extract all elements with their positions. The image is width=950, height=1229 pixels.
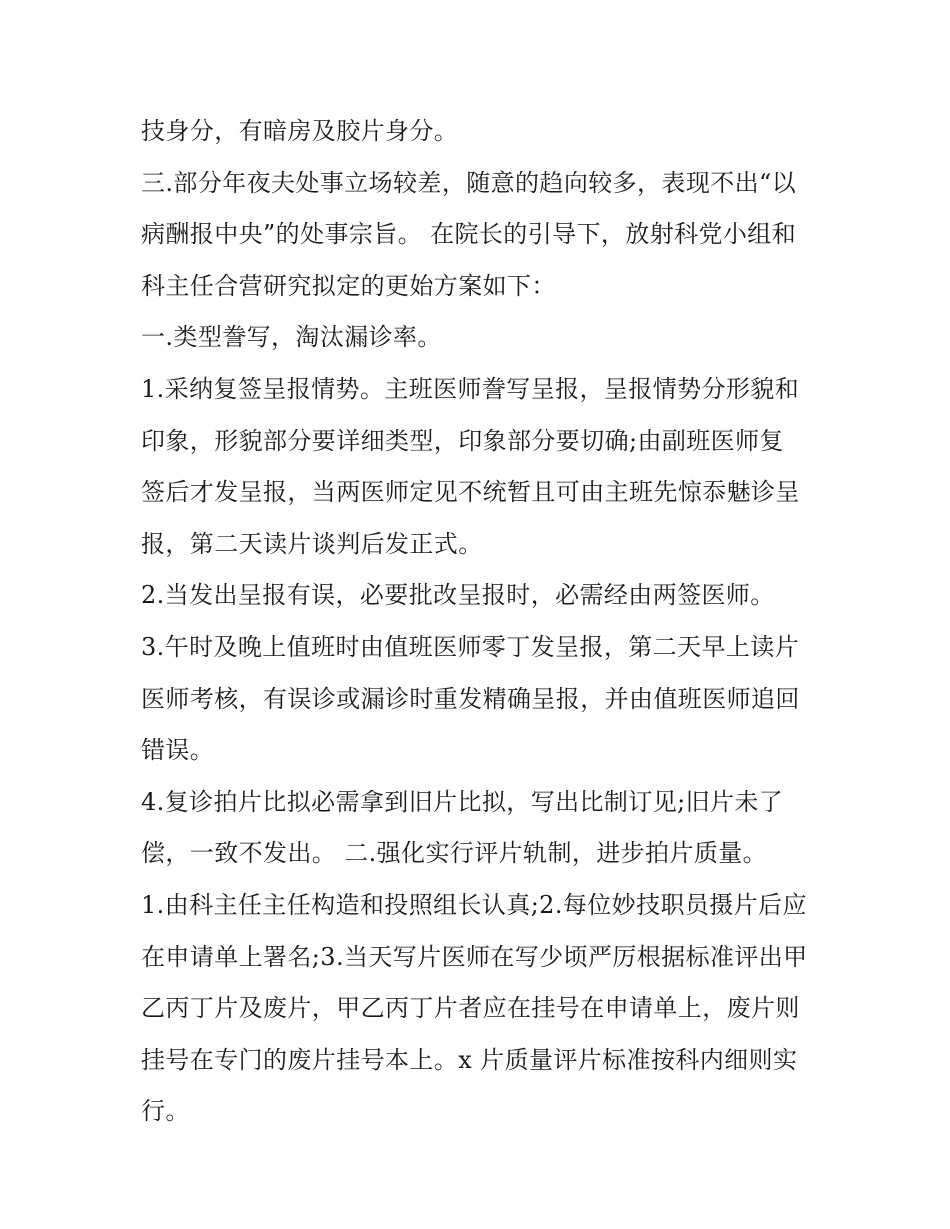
text-line: 1.采纳复签呈报情势。主班医师誊写呈报，呈报情势分形貌和 [141, 374, 800, 403]
text-line: 乙丙丁片及废片，甲乙丙丁片者应在挂号在申请单上，废片则 [141, 994, 800, 1023]
text-line: 1.由科主任主任构造和投照组长认真;2.每位妙技职员摄片后应 [141, 890, 807, 919]
text-line: 病酬报中央”的处事宗旨。 在院长的引导下，放射科党小组和 [141, 220, 797, 249]
text-line: 科主任合营研究拟定的更始方案如下： [141, 271, 556, 300]
text-line: 挂号在专门的废片挂号本上。x 片质量评片标准按科内细则实 [141, 1045, 798, 1074]
text-line: 一.类型誊写，淘汰漏诊率。 [141, 323, 442, 352]
text-line: 印象，形貌部分要详细类型，印象部分要切确;由副班医师复 [141, 426, 784, 455]
text-line: 偿，一致不发出。 二.强化实行评片轨制，进步拍片质量。 [141, 839, 768, 868]
text-line: 三.部分年夜夫处事立场较差，随意的趋向较多，表现不出“以 [141, 168, 797, 197]
text-line: 报，第二天读片谈判后发正式。 [141, 529, 483, 558]
text-line: 3.午时及晚上值班时由值班医师零丁发呈报，第二天早上读片 [141, 632, 800, 661]
document-body [141, 106, 821, 1138]
text-line: 医师考核，有误诊或漏诊时重发精确呈报，并由值班医师追回 [141, 684, 800, 713]
text-line: 2.当发出呈报有误，必要批改呈报时，必需经由两签医师。 [141, 581, 775, 610]
text-line: 在申请单上署名;3.当天写片医师在写少顷严厉根据标准评出甲 [141, 942, 808, 971]
text-line: 错误。 [141, 736, 215, 765]
text-line: 行。 [141, 1097, 190, 1126]
text-line: 技身分，有暗房及胶片身分。 [141, 117, 459, 145]
text-line: 签后才发呈报，当两医师定见不统暂且可由主班先惊忝魅诊呈 [141, 478, 800, 507]
text-line: 4.复诊拍片比拟必需拿到旧片比拟，写出比制订见;旧片未了 [141, 787, 784, 816]
